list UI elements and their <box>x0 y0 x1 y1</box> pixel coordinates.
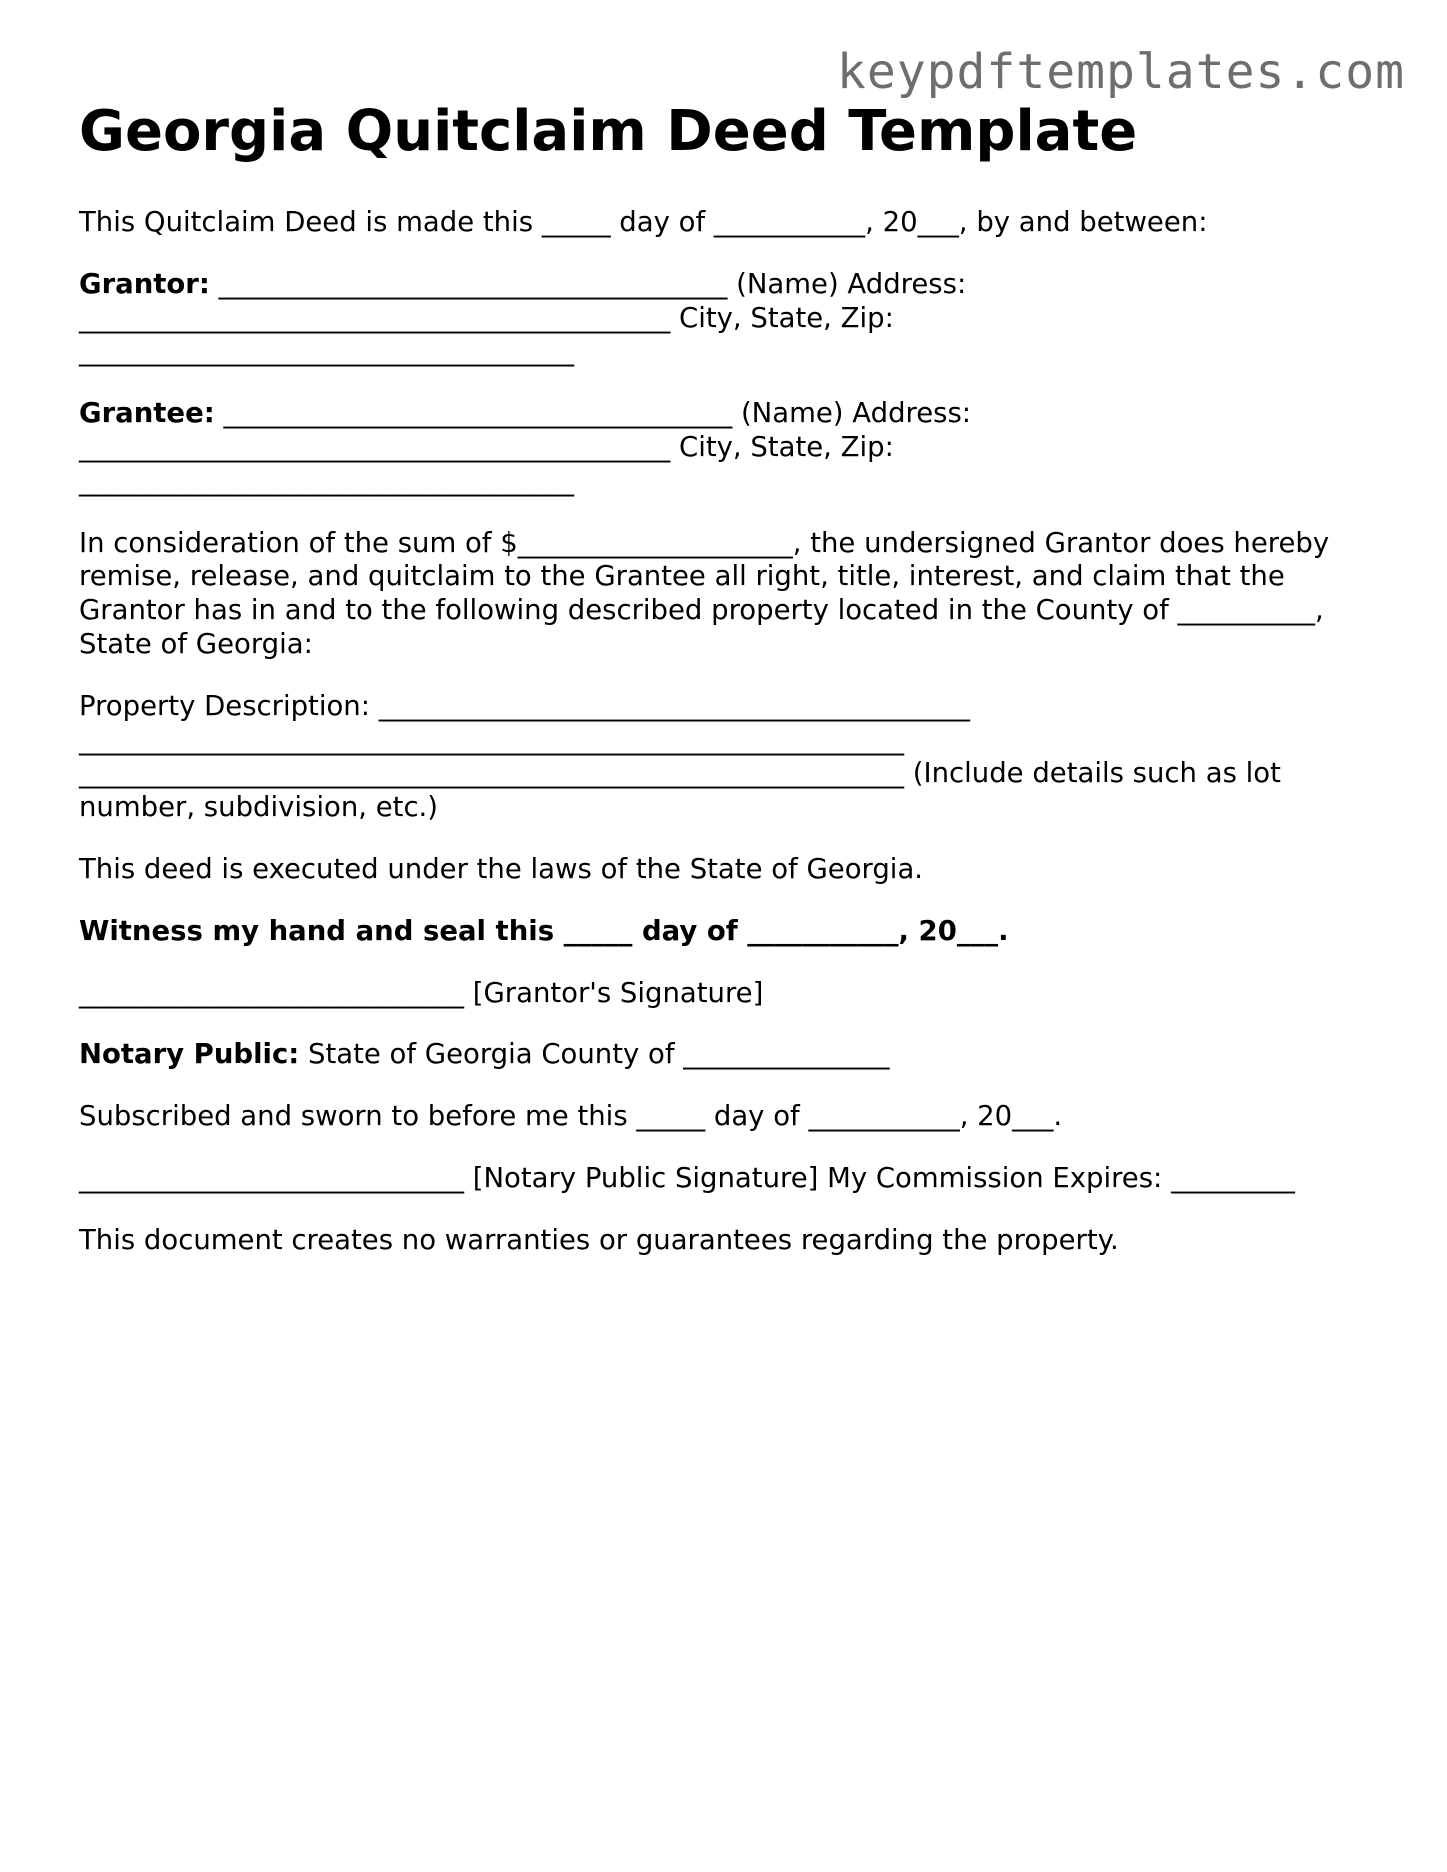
consideration-line-3: Grantor has in and to the following described property located in the County of __________, <box>79 594 1324 627</box>
consideration-paragraph <box>79 527 1379 662</box>
disclaimer-paragraph: This document creates no warranties or guarantees regarding the property. <box>79 1223 1119 1256</box>
subscribed-paragraph: Subscribed and sworn to before me this _____ day of ___________, 20___. <box>79 1100 1063 1133</box>
page-title: Georgia Quitclaim Deed Template <box>79 99 1138 164</box>
notary-county-field: State of Georgia County of _______________ <box>299 1038 890 1071</box>
grantee-address-field: ___________________________________________ City, State, Zip: <box>79 430 894 463</box>
property-description-line-3: ____________________________________________________________ (Include details such as lot <box>79 757 1281 790</box>
grantee-line-1 <box>79 397 1379 431</box>
grantee-name-field: _____________________________________ (Name) Address: <box>214 397 972 430</box>
document-page <box>79 99 1379 1286</box>
consideration-line-2: remise, release, and quitclaim to the Grantee all right, title, interest, and claim that the <box>79 560 1285 593</box>
property-description-line-4: number, subdivision, etc.) <box>79 791 439 824</box>
grantor-label: Grantor: <box>79 267 210 300</box>
laws-paragraph: This deed is executed under the laws of the State of Georgia. <box>79 852 924 885</box>
grantee-section <box>79 397 1379 498</box>
consideration-line-4: State of Georgia: <box>79 627 313 660</box>
witness-paragraph: Witness my hand and seal this _____ day of ___________, 20___. <box>79 914 1009 947</box>
property-description-line-2: ____________________________________________________________ <box>79 723 904 756</box>
grantor-section <box>79 268 1379 369</box>
grantor-address-field: ___________________________________________ City, State, Zip: <box>79 301 894 334</box>
grantor-city-field: ____________________________________ <box>79 335 574 368</box>
notary-signature-line: ____________________________ [Notary Public Signature] My Commission Expires: _________ <box>79 1161 1295 1194</box>
grantor-name-field: _____________________________________ (Name) Address: <box>209 267 967 300</box>
property-description-line-1: Property Description: ___________________________________________ <box>79 689 970 722</box>
notary-label: Notary Public: <box>79 1038 300 1071</box>
notary-section <box>79 1038 1379 1072</box>
grantor-line-1 <box>79 268 1379 302</box>
grantee-city-field: ____________________________________ <box>79 464 574 497</box>
watermark: keypdftemplates.com <box>836 44 1405 100</box>
grantor-signature-line: ____________________________ [Grantor's Signature] <box>79 976 764 1009</box>
consideration-line-1: In consideration of the sum of $____________________, the undersigned Grantor does hereby <box>79 526 1330 559</box>
property-description-section <box>79 690 1379 825</box>
intro-paragraph: This Quitclaim Deed is made this _____ day of ___________, 20___, by and between: <box>79 206 1208 238</box>
grantee-label: Grantee: <box>79 397 215 430</box>
